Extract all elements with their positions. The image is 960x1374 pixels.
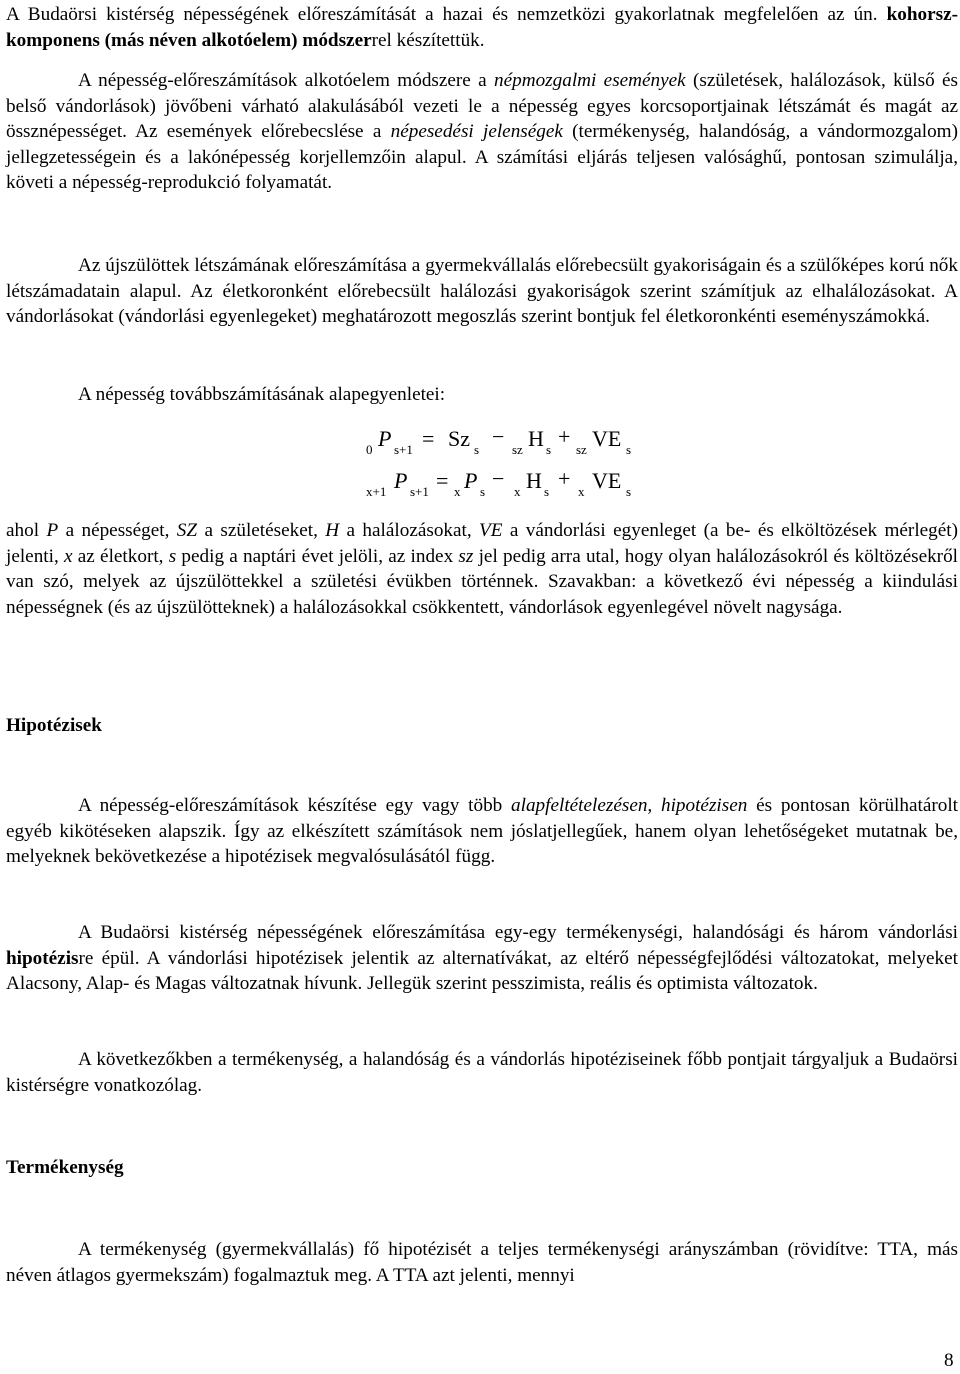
paragraph-definitions	[6, 518, 958, 620]
text-run: A Budaörsi kistérség népességének előreszámítása egy-egy termékenységi, halandósági és három vándorlási	[78, 922, 958, 943]
text-run: (születések, halálozások, külső és belső vándorlások) jövőbeni várható alakulásából vezeti le a népesség egyes korcsoportjainak létszámát és magát az össznépességet. Az események előrebecslése a	[6, 70, 959, 142]
text-run: re épül. A vándorlási hipotézisek jelentik az alternatívákat, az eltérő népességfejlődési változatokat, melyeket Alacsony, Alap- és Magas változatnak hívunk. Jellegük szerint pesszimista, reális és optimista változatok.	[6, 947, 958, 994]
italic-symbol: H	[325, 520, 340, 541]
bold-term: hipotézis	[6, 947, 79, 969]
paragraph-fertility: A termékenység (gyermekvállalás) fő hipotézisét a teljes termékenységi arányszámban (rövidítve: TTA, más néven átlagos gyermekszám) fogalmaztuk meg. A TTA azt jelenti, mennyi	[6, 1239, 958, 1286]
text-run: a születéseket,	[197, 520, 326, 541]
italic-symbol: s	[168, 545, 177, 567]
text-run: A Budaörsi kistérség népességének előreszámítását a hazai és nemzetközi gyakorlatnak megfelelően az ún.	[6, 4, 887, 25]
text-run: a halálozásokat,	[339, 520, 480, 541]
paragraph-hypotheses-basis	[6, 793, 958, 870]
eq-prescript: x	[578, 484, 585, 499]
eq-symbol: P	[464, 468, 478, 493]
text-run: A népesség-előreszámítások alkotóelem módszere a	[78, 70, 495, 91]
eq-subscript: s	[626, 484, 632, 499]
text-run: és pontosan körülhatárolt egyéb kikötéseken alapszik. Így az elkészített számítások nem jóslatjellegűek, hanem olyan lehetőségeket mutatnak be, melyeknek bekövetkezése a hipotézisek megvalósulásától függ.	[6, 795, 958, 867]
italic-symbol: P	[46, 520, 59, 541]
eq-symbol: H	[528, 426, 544, 451]
heading-hypotheses: Hipotézisek	[6, 715, 102, 736]
eq-operator: −	[492, 466, 505, 491]
italic-symbol: sz	[458, 545, 474, 567]
eq-symbol: Sz	[448, 426, 470, 451]
text-run: pedig a naptári évet jelöli, az index	[176, 545, 459, 567]
paragraph-following: A következőkben a termékenység, a halandóság és a vándorlás hipotéziseinek főbb pontjait tárgyaljuk a Budaörsi kistérségre vonatkozólag.	[6, 1049, 958, 1096]
equation-2	[360, 462, 680, 502]
text-run: ahol	[6, 520, 47, 541]
page-number: 8	[944, 1350, 954, 1371]
text-run: a népességet,	[58, 520, 177, 541]
text-run: a vándorlási egyenleget (a be- és elköltözések mérlegét) jelenti,	[6, 520, 959, 567]
eq-operator: =	[436, 468, 449, 493]
bold-term: kohorsz-komponens (más néven alkotóelem) módszer	[6, 4, 958, 51]
paragraph-newborns: Az újszülöttek létszámának előreszámítása a gyermekvállalás előrebecsült gyakoriságain és a szülőképes korú nők létszámadatain alapul. Az életkoronként előrebecsült halálozási gyakoriságok szerint számítjuk az elhalálozásokat. A vándorlásokat (vándorlási egyenlegeket) meghatározott megoszlás szerint bontjuk fel életkoronkénti eseményszámokká.	[6, 255, 958, 327]
italic-term: alapfeltételezésen, hipotézisen	[511, 795, 748, 816]
eq-prescript: x	[514, 484, 521, 499]
italic-symbol: VE	[479, 520, 503, 541]
eq-subscript: s	[474, 442, 480, 457]
eq-operator: −	[492, 424, 505, 449]
paragraph-hypotheses-variants	[6, 920, 958, 997]
eq-symbol: P	[378, 426, 392, 451]
heading-fertility: Termékenység	[6, 1157, 124, 1178]
eq-subscript: s	[626, 442, 632, 457]
paragraph-intro	[6, 2, 958, 53]
eq-subscript: s+1	[410, 484, 429, 499]
eq-prescript: 0	[366, 442, 373, 457]
text-run: az életkort,	[72, 545, 169, 567]
eq-operator: +	[558, 424, 571, 449]
text-run: rel készítettük.	[371, 29, 485, 51]
eq-symbol: VE	[592, 468, 622, 493]
italic-symbol: SZ	[176, 520, 198, 541]
italic-term: népesedési jelenségek	[390, 121, 563, 142]
eq-subscript: s	[544, 484, 550, 499]
paragraph-equations-intro: A népesség továbbszámításának alapegyenletei:	[78, 384, 446, 405]
eq-operator: =	[422, 426, 435, 451]
text-run: A népesség-előreszámítások készítése egy vagy több	[78, 795, 512, 816]
eq-subscript: s	[480, 484, 486, 499]
eq-symbol: H	[526, 468, 542, 493]
italic-symbol: x	[64, 545, 73, 567]
text-run: (termékenység, halandóság, a vándormozgalom) jellegzetességein és a lakónépesség korjellemzőin alapul. A számítási eljárás teljesen valósághű, pontosan szimulálja, követi a népesség-reprodukció folyamatát.	[6, 121, 958, 193]
eq-subscript: s	[546, 442, 552, 457]
eq-symbol: VE	[592, 426, 622, 451]
eq-prescript: sz	[512, 442, 523, 457]
eq-symbol: P	[394, 468, 408, 493]
eq-prescript: x	[454, 484, 461, 499]
text-run: jel pedig arra utal, hogy olyan halálozásokról és költözésekről van szó, melyek az újszülöttekkel a születési évükben történnek. Szavakban: a következő évi népesség a kiindulási népességnek (és az újszülötteknek) a halálozásokkal csökkentett, vándorlások egyenlegével növelt nagysága.	[6, 545, 959, 618]
eq-operator: +	[558, 466, 571, 491]
eq-prescript: x+1	[366, 484, 387, 499]
paragraph-method	[6, 68, 958, 196]
italic-term: népmozgalmi események	[494, 70, 686, 91]
eq-prescript: sz	[576, 442, 587, 457]
equation-1	[360, 420, 680, 460]
eq-subscript: s+1	[394, 442, 413, 457]
